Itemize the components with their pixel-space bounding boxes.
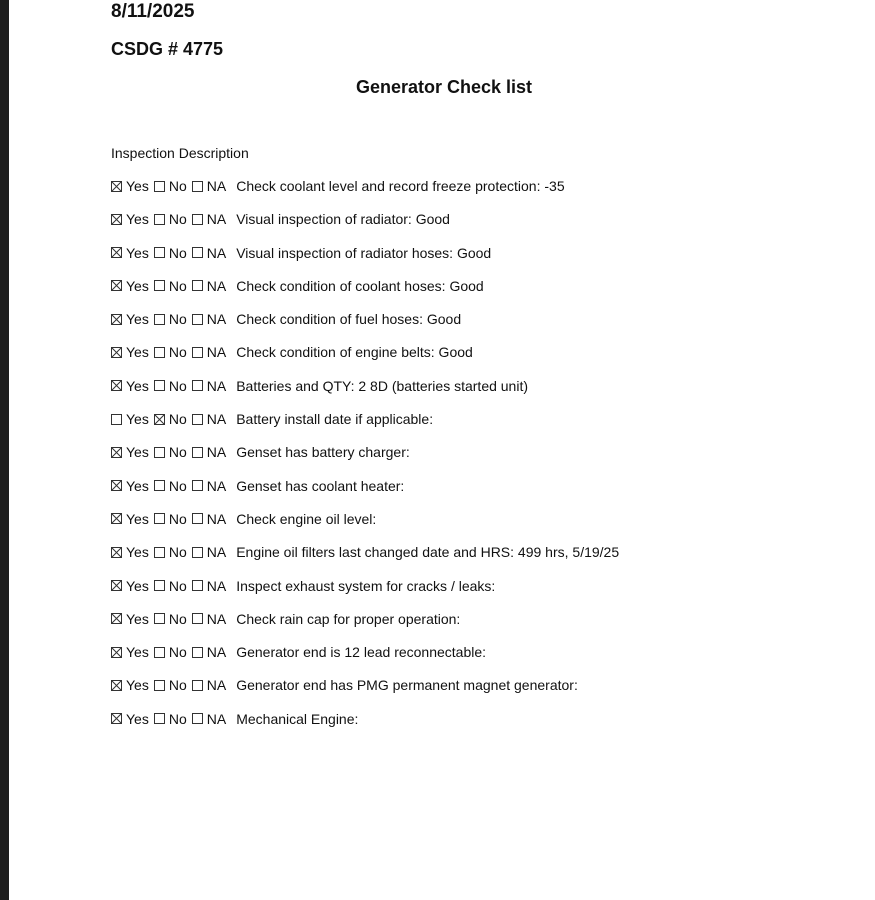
- option-no: [154, 276, 192, 296]
- option-no: [154, 376, 192, 396]
- option-label-yes: Yes: [126, 311, 149, 328]
- item-description: Batteries and QTY: 2 8D (batteries started unit): [236, 377, 529, 394]
- option-yes: [111, 409, 154, 429]
- option-label-yes: Yes: [126, 477, 149, 494]
- option-label-no: No: [168, 510, 187, 527]
- option-label-yes: Yes: [126, 377, 149, 394]
- option-label-yes: Yes: [126, 710, 149, 727]
- empty-box-icon[interactable]: [192, 214, 203, 225]
- empty-box-icon[interactable]: [154, 214, 165, 225]
- empty-box-icon[interactable]: [192, 247, 203, 258]
- checklist-item: [111, 576, 619, 609]
- checked-box-icon[interactable]: [111, 580, 122, 591]
- page-title: Generator Check list: [355, 77, 533, 97]
- empty-box-icon[interactable]: [192, 181, 203, 192]
- option-yes: [111, 176, 154, 196]
- option-label-yes: Yes: [126, 277, 149, 294]
- checklist-item: [111, 342, 619, 375]
- empty-box-icon[interactable]: [192, 414, 203, 425]
- empty-box-icon[interactable]: [154, 347, 165, 358]
- empty-box-icon[interactable]: [192, 513, 203, 524]
- option-label-yes: Yes: [126, 344, 149, 361]
- option-na: [192, 509, 236, 529]
- option-na: [192, 243, 236, 263]
- checked-box-icon[interactable]: [111, 380, 122, 391]
- checklist-item: [111, 609, 619, 642]
- checklist-item: [111, 243, 619, 276]
- option-yes: [111, 309, 154, 329]
- report-date: 8/11/2025: [111, 1, 195, 22]
- item-description: Check rain cap for proper operation:: [236, 610, 461, 627]
- option-na: [192, 442, 236, 462]
- option-label-no: No: [168, 444, 187, 461]
- option-label-na: NA: [206, 644, 227, 661]
- checklist-item: [111, 442, 619, 475]
- empty-box-icon[interactable]: [192, 680, 203, 691]
- option-label-na: NA: [206, 510, 227, 527]
- option-label-no: No: [168, 610, 187, 627]
- option-yes: [111, 675, 154, 695]
- option-label-yes: Yes: [126, 577, 149, 594]
- item-description: Check coolant level and record freeze protection: -35: [236, 178, 565, 194]
- option-label-na: NA: [206, 377, 227, 394]
- empty-box-icon[interactable]: [154, 513, 165, 524]
- option-label-no: No: [168, 477, 187, 494]
- option-na: [192, 642, 236, 662]
- item-description: Check engine oil level:: [236, 510, 377, 527]
- option-label-no: No: [168, 544, 187, 561]
- option-no: [154, 476, 192, 496]
- option-label-no: No: [168, 677, 187, 694]
- option-label-na: NA: [206, 544, 227, 561]
- item-description: Check condition of coolant hoses: Good: [236, 277, 484, 294]
- empty-box-icon[interactable]: [154, 314, 165, 325]
- option-yes: [111, 276, 154, 296]
- empty-box-icon[interactable]: [192, 647, 203, 658]
- empty-box-icon[interactable]: [154, 647, 165, 658]
- empty-box-icon[interactable]: [154, 713, 165, 724]
- option-na: [192, 542, 236, 562]
- option-label-na: NA: [206, 477, 227, 494]
- option-label-no: No: [168, 344, 187, 361]
- checklist-item: [111, 642, 619, 675]
- option-na: [192, 209, 236, 229]
- empty-box-icon[interactable]: [154, 181, 165, 192]
- option-label-no: No: [168, 577, 187, 594]
- item-description: Genset has battery charger:: [236, 444, 410, 461]
- empty-box-icon[interactable]: [154, 247, 165, 258]
- option-label-na: NA: [206, 244, 227, 261]
- option-no: [154, 309, 192, 329]
- checked-box-icon[interactable]: [111, 680, 122, 691]
- option-yes: [111, 709, 154, 729]
- option-na: [192, 309, 236, 329]
- item-description: Engine oil filters last changed date and HRS: 499 hrs, 5/19/25: [236, 544, 620, 561]
- option-yes: [111, 642, 154, 662]
- empty-box-icon[interactable]: [154, 680, 165, 691]
- option-label-no: No: [168, 644, 187, 661]
- option-no: [154, 576, 192, 596]
- option-label-na: NA: [206, 344, 227, 361]
- option-label-na: NA: [206, 677, 227, 694]
- option-label-no: No: [168, 211, 187, 228]
- checked-box-icon[interactable]: [111, 447, 122, 458]
- option-yes: [111, 609, 154, 629]
- checklist-item: [111, 675, 619, 708]
- empty-box-icon[interactable]: [192, 280, 203, 291]
- item-description: Visual inspection of radiator hoses: Good: [236, 244, 492, 261]
- option-yes: [111, 209, 154, 229]
- option-yes: [111, 442, 154, 462]
- checklist-item: [111, 476, 619, 509]
- checklist-item: [111, 409, 619, 442]
- option-na: [192, 576, 236, 596]
- checklist-item: [111, 542, 619, 575]
- checklist-item: [111, 209, 619, 242]
- option-yes: [111, 509, 154, 529]
- viewer-left-edge: [0, 0, 9, 900]
- option-label-no: No: [168, 244, 187, 261]
- empty-box-icon[interactable]: [192, 314, 203, 325]
- checked-box-icon[interactable]: [111, 181, 122, 192]
- option-label-na: NA: [206, 444, 227, 461]
- option-label-yes: Yes: [126, 610, 149, 627]
- empty-box-icon[interactable]: [192, 480, 203, 491]
- option-label-yes: Yes: [126, 444, 149, 461]
- item-description: Visual inspection of radiator: Good: [236, 211, 450, 228]
- option-label-yes: Yes: [126, 544, 149, 561]
- empty-box-icon[interactable]: [154, 480, 165, 491]
- checklist-item: [111, 276, 619, 309]
- option-label-no: No: [168, 710, 187, 727]
- option-na: [192, 409, 236, 429]
- option-yes: [111, 542, 154, 562]
- empty-box-icon[interactable]: [154, 380, 165, 391]
- option-no: [154, 642, 192, 662]
- option-na: [192, 675, 236, 695]
- checklist-item: [111, 509, 619, 542]
- checked-box-icon[interactable]: [111, 547, 122, 558]
- option-na: [192, 376, 236, 396]
- option-na: [192, 342, 236, 362]
- option-label-na: NA: [206, 610, 227, 627]
- option-no: [154, 442, 192, 462]
- option-yes: [111, 576, 154, 596]
- option-label-na: NA: [206, 411, 227, 428]
- item-description: Battery install date if applicable:: [236, 411, 434, 428]
- document-page: [9, 0, 875, 900]
- option-yes: [111, 243, 154, 263]
- section-label: Inspection Description: [111, 145, 249, 161]
- option-label-na: NA: [206, 277, 227, 294]
- checked-box-icon[interactable]: [111, 513, 122, 524]
- option-label-na: NA: [206, 178, 227, 194]
- option-label-yes: Yes: [126, 644, 149, 661]
- option-no: [154, 509, 192, 529]
- item-description: Inspect exhaust system for cracks / leaks:: [236, 577, 496, 594]
- empty-box-icon[interactable]: [154, 280, 165, 291]
- empty-box-icon[interactable]: [154, 613, 165, 624]
- option-label-no: No: [168, 311, 187, 328]
- option-label-na: NA: [206, 710, 227, 727]
- empty-box-icon[interactable]: [192, 547, 203, 558]
- option-no: [154, 176, 192, 196]
- checklist-item: [111, 176, 619, 209]
- option-label-yes: Yes: [126, 244, 149, 261]
- checklist-item: [111, 709, 619, 742]
- empty-box-icon[interactable]: [154, 447, 165, 458]
- checked-box-icon[interactable]: [111, 214, 122, 225]
- empty-box-icon[interactable]: [192, 580, 203, 591]
- empty-box-icon[interactable]: [192, 380, 203, 391]
- option-label-yes: Yes: [126, 677, 149, 694]
- empty-box-icon[interactable]: [111, 414, 122, 425]
- option-label-yes: Yes: [126, 178, 149, 194]
- option-yes: [111, 376, 154, 396]
- checked-box-icon[interactable]: [111, 713, 122, 724]
- checked-box-icon[interactable]: [111, 314, 122, 325]
- checklist-item: [111, 309, 619, 342]
- empty-box-icon[interactable]: [154, 580, 165, 591]
- option-label-na: NA: [206, 311, 227, 328]
- option-yes: [111, 342, 154, 362]
- item-description: Check condition of fuel hoses: Good: [236, 311, 462, 328]
- option-no: [154, 609, 192, 629]
- option-na: [192, 609, 236, 629]
- option-no: [154, 675, 192, 695]
- document-id: CSDG # 4775: [111, 39, 224, 59]
- option-na: [192, 709, 236, 729]
- empty-box-icon[interactable]: [154, 547, 165, 558]
- option-label-no: No: [168, 377, 187, 394]
- option-label-yes: Yes: [126, 411, 149, 428]
- checked-box-icon[interactable]: [154, 414, 165, 425]
- option-na: [192, 476, 236, 496]
- item-description: Mechanical Engine:: [236, 710, 359, 727]
- option-label-no: No: [168, 277, 187, 294]
- item-description: Generator end is 12 lead reconnectable:: [236, 644, 487, 661]
- checked-box-icon[interactable]: [111, 280, 122, 291]
- empty-box-icon[interactable]: [192, 713, 203, 724]
- option-label-na: NA: [206, 211, 227, 228]
- item-description: Generator end has PMG permanent magnet generator:: [236, 677, 578, 694]
- option-no: [154, 209, 192, 229]
- checked-box-icon[interactable]: [111, 247, 122, 258]
- option-label-yes: Yes: [126, 211, 149, 228]
- checked-box-icon[interactable]: [111, 613, 122, 624]
- option-no: [154, 409, 192, 429]
- checked-box-icon[interactable]: [111, 480, 122, 491]
- option-label-no: No: [168, 178, 187, 194]
- option-label-no: No: [168, 411, 187, 428]
- checked-box-icon[interactable]: [111, 647, 122, 658]
- empty-box-icon[interactable]: [192, 613, 203, 624]
- option-yes: [111, 476, 154, 496]
- option-na: [192, 276, 236, 296]
- option-label-yes: Yes: [126, 510, 149, 527]
- item-description: Genset has coolant heater:: [236, 477, 405, 494]
- checklist: [111, 176, 619, 742]
- option-no: [154, 342, 192, 362]
- checked-box-icon[interactable]: [111, 347, 122, 358]
- empty-box-icon[interactable]: [192, 447, 203, 458]
- item-description: Check condition of engine belts: Good: [236, 344, 473, 361]
- checklist-item: [111, 376, 619, 409]
- option-na: [192, 176, 236, 196]
- option-label-na: NA: [206, 577, 227, 594]
- empty-box-icon[interactable]: [192, 347, 203, 358]
- option-no: [154, 542, 192, 562]
- option-no: [154, 243, 192, 263]
- option-no: [154, 709, 192, 729]
